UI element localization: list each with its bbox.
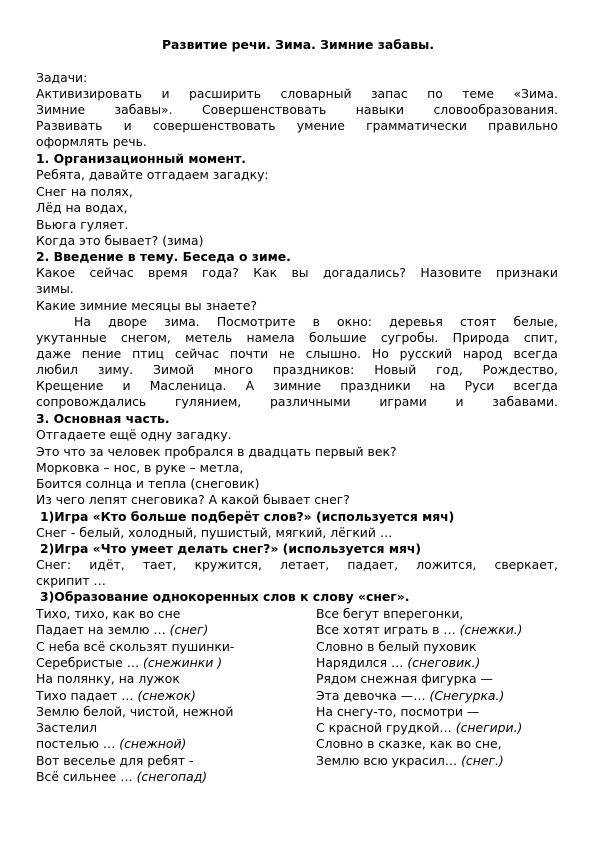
section2-para-3-word: не xyxy=(279,346,295,361)
tasks-line-2-word: забавы». xyxy=(114,102,173,117)
tasks-line-1-word: запас xyxy=(370,86,408,101)
poem-right-line xyxy=(316,606,463,622)
section2-para-5-word: праздники xyxy=(340,378,411,393)
section2-para-6-word: и xyxy=(455,394,464,409)
section2-para-6-word: забавами. xyxy=(492,394,558,409)
section2-para-1-word: деревья xyxy=(389,314,443,329)
poem-left-line xyxy=(36,736,186,752)
poem-right-text: Нарядился … xyxy=(316,654,408,670)
section2-para-3-word: слышно. xyxy=(305,346,362,361)
section2-question-1a-word: вы xyxy=(291,265,309,280)
section3-line-1: Отгадаете ещё одну загадку. xyxy=(36,427,232,442)
poem-left-line xyxy=(36,671,180,687)
tasks-line-1-word: «Зима. xyxy=(513,86,558,101)
game2-text-b: скрипит … xyxy=(36,573,106,588)
section2-question-1a-word: сейчас xyxy=(89,265,134,280)
poem-right-line xyxy=(316,753,504,769)
section2-para-3-word: пение xyxy=(81,346,122,361)
tasks-line-1-word: по xyxy=(427,86,443,101)
game2-text-a-word: кружится, xyxy=(194,557,262,572)
section2-para-3-word: даже xyxy=(36,346,71,361)
section3-line-4: Боится солнца и тепла (снеговик) xyxy=(36,476,260,491)
poem-right-answer: (снежки.) xyxy=(459,622,523,638)
section2-para-2-word: метель xyxy=(185,330,233,345)
tasks-line-2-word: Зимние xyxy=(36,102,86,117)
section2-para-1-word: На xyxy=(74,314,91,329)
section2-question-1a-word: Как xyxy=(253,265,278,280)
section1-line-5: Когда это бывает? (зима) xyxy=(36,233,204,248)
section2-para-5-word: Масленица. xyxy=(149,378,227,393)
tasks-line-2 xyxy=(36,102,558,118)
tasks-line-3-word: Развивать xyxy=(36,118,103,133)
section2-para-5-word: всегда xyxy=(513,378,558,393)
poem-right-answer: (снегири.) xyxy=(455,720,523,736)
section2-para-6-word: различными xyxy=(269,394,351,409)
section2-para-5 xyxy=(36,378,558,394)
game2-heading: 2)Игра «Что умеет делать снег?» (используется мяч) xyxy=(40,541,422,556)
poem-left-text: Землю белой, чистой, нежной xyxy=(36,703,234,719)
section3-line-2: Это что за человек пробрался в двадцать первый век? xyxy=(36,444,397,459)
poem-left-text: Тихо падает … xyxy=(36,687,138,703)
section2-para-4-word: зиму. xyxy=(97,362,134,377)
tasks-line-2-word: навыки xyxy=(355,102,405,117)
section2-para-3-word: Но xyxy=(371,346,389,361)
game1-heading: 1)Игра «Кто больше подберёт слов?» (используется мяч) xyxy=(40,509,455,524)
tasks-line-2-word: Совершенствовать xyxy=(201,102,327,117)
poem-left-line xyxy=(36,720,97,736)
document-title: Развитие речи. Зима. Зимние забавы. xyxy=(161,37,435,52)
section2-para-1-word: дворе xyxy=(108,314,148,329)
poem-right-text: Землю всю украсил… xyxy=(316,752,462,768)
game2-text-a-word: сверкает, xyxy=(494,557,558,572)
poem-left-text: На полянку, на лужок xyxy=(36,671,180,687)
section2-para-1-word: Посмотрите xyxy=(216,314,296,329)
section2-para-5-word: Руси xyxy=(464,378,495,393)
section2-para-1-word: белые, xyxy=(513,314,558,329)
poem-right-text: Все хотят играть в … xyxy=(316,622,460,638)
section2-para-4-word: Рождество, xyxy=(482,362,558,377)
tasks-line-1-word: словарный xyxy=(280,86,352,101)
game2-text-a-word: тает, xyxy=(142,557,177,572)
tasks-line-2-word: словообразования. xyxy=(433,102,558,117)
section2-question-1a-word: признаки xyxy=(496,265,558,280)
section2-para-1 xyxy=(74,314,558,330)
section2-para-5-word: А xyxy=(245,378,255,393)
section3-heading: 3. Основная часть. xyxy=(36,411,170,426)
tasks-label: Задачи: xyxy=(36,70,88,85)
section2-para-2-word: Природа xyxy=(452,330,510,345)
poem-right-text: С красной грудкой… xyxy=(316,720,456,736)
poem-left-answer: (снег) xyxy=(169,622,209,638)
section2-para-6-word: сопровождались xyxy=(36,394,147,409)
section2-para-4 xyxy=(36,362,558,378)
section2-para-1-word: окно: xyxy=(337,314,372,329)
section2-question-1b: зимы. xyxy=(36,281,74,296)
section2-para-3-word: сейчас xyxy=(174,346,220,361)
section2-para-5-word: Крещение xyxy=(36,378,104,393)
tasks-line-3-word: грамматически xyxy=(366,118,467,133)
tasks-line-3-word: и xyxy=(123,118,132,133)
section2-para-2 xyxy=(36,330,558,346)
section2-para-4-word: Новый xyxy=(374,362,417,377)
poem-left-text: Застелил xyxy=(36,720,98,736)
poem-left-line xyxy=(36,606,180,622)
poem-left-line xyxy=(36,688,196,704)
section2-para-1-word: в xyxy=(312,314,320,329)
poem-left-text: Тихо, тихо, как во сне xyxy=(36,606,181,621)
poem-right-answer: (снеговик.) xyxy=(407,654,481,670)
tasks-line-3-word: умение xyxy=(296,118,345,133)
section2-para-6-word: играми xyxy=(379,394,427,409)
section3-line-5: Из чего лепят снеговика? А какой бывает снег? xyxy=(36,492,350,507)
poem-left-text: С неба всё скользят пушинки- xyxy=(36,638,235,654)
section2-para-2-word: сугробы. xyxy=(380,330,439,345)
section2-para-2-word: укутанные xyxy=(36,330,107,345)
poem-left-answer: (снежинки ) xyxy=(143,654,223,670)
poem-right-line xyxy=(316,655,480,671)
poem-left-text: Всё сильнее … xyxy=(36,769,137,784)
section2-para-2-word: снегом, xyxy=(120,330,171,345)
section2-para-3-word: русский xyxy=(399,346,453,361)
poem-left-text: постелью … xyxy=(36,736,120,752)
tasks-line-1 xyxy=(36,86,558,102)
section2-question-2: Какие зимние месяцы вы знаете? xyxy=(36,298,257,313)
section1-line-2: Снег на полях, xyxy=(36,184,133,199)
poem-right-line xyxy=(316,688,504,704)
tasks-line-1-word: и xyxy=(161,86,170,101)
game1-text: Снег - белый, холодный, пушистый, мягкий, лёгкий … xyxy=(36,525,393,540)
section2-para-6-word: гулянием, xyxy=(174,394,242,409)
poem-right-text: Эта девочка —… xyxy=(316,687,430,703)
poem-right-answer: (снег.) xyxy=(461,752,504,768)
section2-para-3-word: почти xyxy=(229,346,269,361)
section2-para-4-word: много xyxy=(213,362,254,377)
section2-para-4-word: Зимой xyxy=(153,362,194,377)
section2-para-5-word: на xyxy=(429,378,446,393)
tasks-line-3-word: правильно xyxy=(488,118,558,133)
tasks-line-1-word: расширить xyxy=(189,86,262,101)
section2-para-3 xyxy=(36,346,558,362)
section2-heading: 2. Введение в тему. Беседа о зиме. xyxy=(36,249,291,264)
section2-question-1a xyxy=(36,265,558,281)
section2-question-1a-word: догадались? xyxy=(322,265,407,280)
poem-right-line xyxy=(316,622,523,638)
section1-line-4: Вьюга гуляет. xyxy=(36,217,129,232)
poem-left-line xyxy=(36,622,208,638)
section1-heading: 1. Организационный момент. xyxy=(36,151,247,166)
poem-right-text: Словно в белый пуховик xyxy=(316,638,477,654)
poem-right-answer: (Снегурка.) xyxy=(429,687,505,703)
poem-left-text: Падает на землю … xyxy=(36,622,170,638)
poem-right-line xyxy=(316,639,476,655)
tasks-line-4: оформлять речь. xyxy=(36,134,147,149)
section2-para-6 xyxy=(36,394,558,410)
section2-question-1a-word: Назовите xyxy=(420,265,482,280)
game2-text-a-word: ложится, xyxy=(416,557,477,572)
section2-para-4-word: год, xyxy=(436,362,463,377)
section2-para-2-word: большие xyxy=(309,330,367,345)
game2-text-a-word: идёт, xyxy=(89,557,125,572)
poem-left-text: Вот веселье для ребят - xyxy=(36,752,194,768)
game2-text-a-word: падает, xyxy=(347,557,399,572)
section2-para-4-word: любил xyxy=(36,362,78,377)
poem-left-line xyxy=(36,704,233,720)
poem-right-line xyxy=(316,704,479,720)
tasks-line-3 xyxy=(36,118,558,134)
poem-right-line xyxy=(316,736,502,752)
game2-text-a xyxy=(36,557,558,573)
poem-left-line xyxy=(36,639,234,655)
poem-left-line xyxy=(36,753,193,769)
section2-para-1-word: стоят xyxy=(460,314,497,329)
section2-para-5-word: и xyxy=(122,378,131,393)
section2-para-1-word: зима. xyxy=(164,314,200,329)
poem-left-text: Серебристые … xyxy=(36,654,144,670)
poem-left-answer: (снежок) xyxy=(137,687,196,703)
game2-text-a-word: Снег: xyxy=(36,557,72,572)
section2-question-1a-word: время xyxy=(148,265,188,280)
section1-line-1: Ребята, давайте отгадаем загадку: xyxy=(36,167,269,182)
section2-question-1a-word: года? xyxy=(202,265,239,280)
tasks-line-3-word: совершенствовать xyxy=(152,118,276,133)
poem-right-text: Все бегут вперегонки, xyxy=(316,606,464,621)
section2-para-4-word: праздников: xyxy=(272,362,355,377)
poem-right-line xyxy=(316,720,522,736)
poem-left-line xyxy=(36,655,222,671)
poem-left-line xyxy=(36,769,207,785)
game2-text-a-word: летает, xyxy=(280,557,330,572)
section2-para-2-word: намела xyxy=(246,330,295,345)
section2-question-1a-word: Какое xyxy=(36,265,76,280)
poem-left-answer: (снежной) xyxy=(119,736,187,752)
section2-para-3-word: народ xyxy=(462,346,503,361)
tasks-line-1-word: теме xyxy=(462,86,495,101)
section3-line-3: Морковка – нос, в руке – метла, xyxy=(36,460,244,475)
section1-line-3: Лёд на водах, xyxy=(36,200,128,215)
poem-right-text: Словно в сказке, как во сне, xyxy=(316,736,502,752)
game3-heading: 3)Образование однокоренных слов к слову «снег». xyxy=(40,589,410,604)
section2-para-5-word: зимние xyxy=(273,378,322,393)
poem-right-text: Рядом снежная фигурка — xyxy=(316,671,493,687)
poem-left-answer: (снегопад) xyxy=(136,769,208,784)
tasks-line-1-word: Активизировать xyxy=(36,86,143,101)
poem-right-text: На снегу-то, посмотри — xyxy=(316,703,480,719)
section2-para-2-word: спит, xyxy=(523,330,558,345)
section2-para-3-word: всегда xyxy=(513,346,558,361)
poem-right-line xyxy=(316,671,493,687)
section2-para-3-word: птиц xyxy=(132,346,164,361)
